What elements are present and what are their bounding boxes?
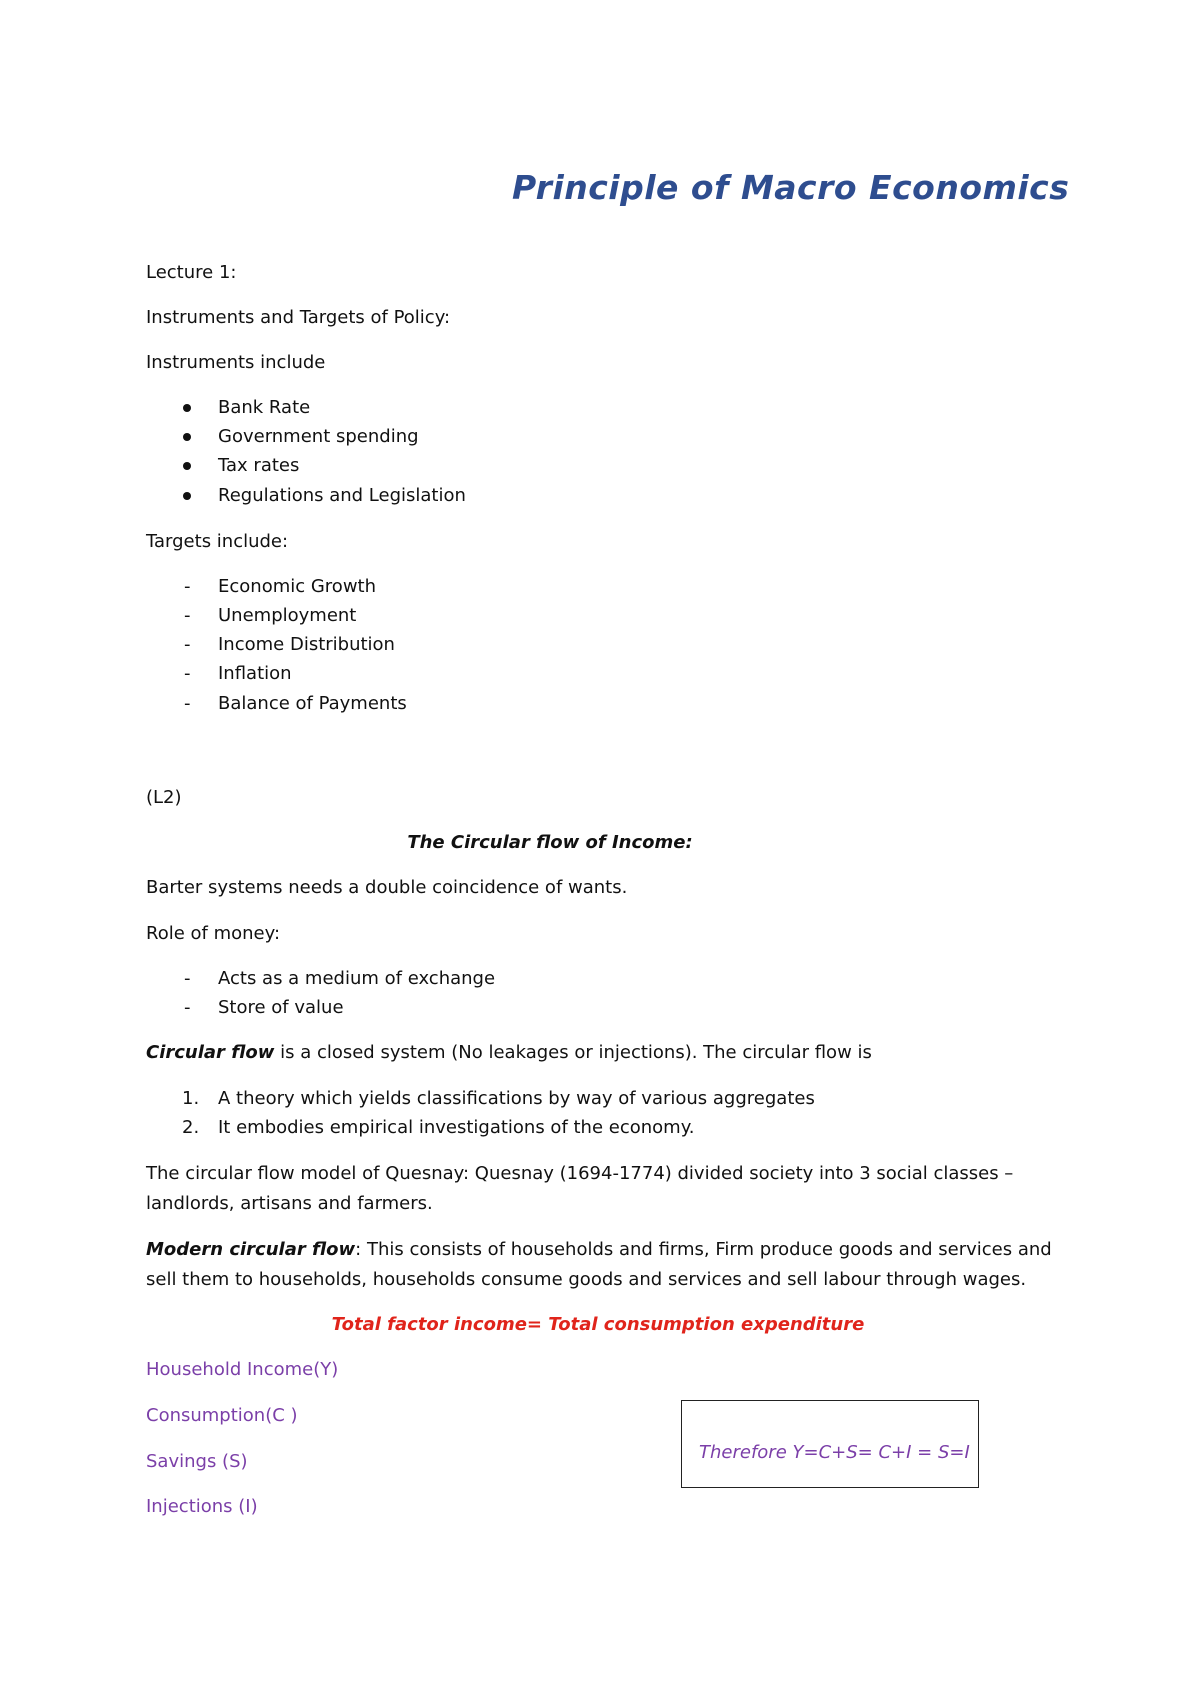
equation-text: Total factor income= Total consumption expenditure: [331, 1314, 865, 1335]
list-item: Bank Rate: [218, 397, 311, 418]
list-item: Store of value: [218, 997, 344, 1018]
dash-icon: -: [184, 634, 191, 655]
circular-flow-term: Circular flow: [146, 1042, 275, 1063]
modern-flow-rest: : This consists of households and firms, Firm produce goods and services and: [355, 1239, 1052, 1260]
dash-icon: -: [184, 693, 191, 714]
policy-subheading: Instruments and Targets of Policy:: [146, 307, 451, 328]
money-label: Role of money:: [146, 923, 281, 944]
variable-income: Household Income(Y): [146, 1359, 339, 1380]
dash-icon: -: [184, 968, 191, 989]
quesnay-line-2: landlords, artisans and farmers.: [146, 1193, 433, 1214]
dash-icon: -: [184, 605, 191, 626]
instruments-label: Instruments include: [146, 352, 326, 373]
bullet-icon: [183, 433, 191, 441]
list-item: Inflation: [218, 663, 292, 684]
dash-icon: -: [184, 576, 191, 597]
lecture2-label: (L2): [146, 787, 182, 808]
variable-injections: Injections (I): [146, 1496, 258, 1517]
list-item: Government spending: [218, 426, 419, 447]
bullet-icon: [183, 404, 191, 412]
dash-icon: -: [184, 663, 191, 684]
list-item: Tax rates: [218, 455, 300, 476]
dash-icon: -: [184, 997, 191, 1018]
bullet-icon: [183, 492, 191, 500]
barter-text: Barter systems needs a double coincidence of wants.: [146, 877, 628, 898]
circular-flow-rest: is a closed system (No leakages or injections). The circular flow is: [274, 1042, 872, 1063]
list-item: Balance of Payments: [218, 693, 407, 714]
list-item: Regulations and Legislation: [218, 485, 466, 506]
circular-flow-heading: The Circular flow of Income:: [407, 832, 693, 853]
list-item: Income Distribution: [218, 634, 395, 655]
list-item: A theory which yields classifications by way of various aggregates: [218, 1088, 815, 1109]
circular-flow-definition: [146, 1041, 872, 1065]
targets-label: Targets include:: [146, 531, 289, 552]
number-marker: 1.: [182, 1088, 200, 1109]
page-title: Principle of Macro Economics: [512, 168, 1070, 207]
modern-flow-term: Modern circular flow: [146, 1239, 356, 1260]
modern-flow-line-2: sell them to households, households consume goods and services and sell labour through wages.: [146, 1269, 1027, 1290]
number-marker: 2.: [182, 1117, 200, 1138]
list-item: Acts as a medium of exchange: [218, 968, 496, 989]
quesnay-line-1: The circular flow model of Quesnay: Quesnay (1694-1774) divided society into 3 social classes –: [146, 1163, 1014, 1184]
lecture-heading: Lecture 1:: [146, 262, 237, 283]
list-item: Unemployment: [218, 605, 357, 626]
equation-box: [681, 1400, 979, 1488]
variable-savings: Savings (S): [146, 1451, 248, 1472]
list-item: Economic Growth: [218, 576, 377, 597]
modern-flow-line-1: [146, 1238, 1052, 1262]
list-item: It embodies empirical investigations of the economy.: [218, 1117, 695, 1138]
variable-consumption: Consumption(C ): [146, 1405, 298, 1426]
equation-box-text: Therefore Y=C+S= C+I = S=I: [699, 1442, 970, 1463]
bullet-icon: [183, 462, 191, 470]
